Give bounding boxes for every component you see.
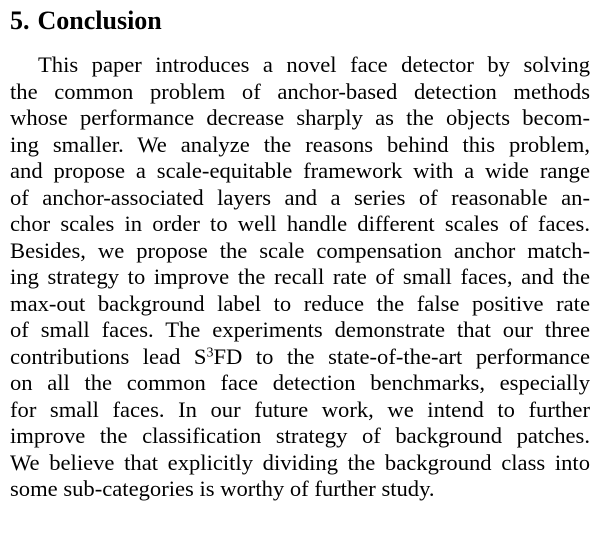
paragraph-line: improve the classification strategy of background patches. <box>10 423 590 448</box>
paragraph-line: max-out background label to reduce the false positive rate <box>10 290 590 316</box>
paragraph-line: ing smaller. We analyze the reasons behind this problem, <box>10 131 590 157</box>
section-heading <box>10 4 590 38</box>
paragraph-line: of small faces. The experiments demonstrate that our three <box>10 317 590 342</box>
line-text-after: FD to the state-of-the-art performance <box>213 343 591 369</box>
section-number: 5. <box>10 6 30 35</box>
paragraph-line: the common problem of anchor-based detection methods <box>10 78 590 104</box>
paragraph-line: of anchor-associated layers and a series of reasonable an- <box>10 184 590 210</box>
paragraph-line-s3fd <box>10 344 590 371</box>
paragraph-line: This paper introduces a novel face detector by solving <box>38 52 590 77</box>
paragraph-line: for small faces. In our future work, we intend to further <box>10 396 590 422</box>
conclusion-section <box>10 4 590 503</box>
paragraph-line: on all the common face detection benchmarks, especially <box>10 370 590 395</box>
paragraph-line: Besides, we propose the scale compensation anchor match- <box>10 237 590 263</box>
paragraph-line: and propose a scale-equitable framework with a wide range <box>10 158 590 183</box>
paragraph-line: whose performance decrease sharply as the objects becom- <box>10 105 590 130</box>
paragraph-line: ing strategy to improve the recall rate of small faces, and the <box>10 264 590 289</box>
paragraph-line: chor scales in order to well handle different scales of faces. <box>10 211 590 236</box>
line-text-before: contributions lead S <box>10 343 207 369</box>
section-title: Conclusion <box>37 6 162 35</box>
paragraph-line: some sub-categories is worthy of further study. <box>10 476 435 501</box>
superscript-3: 3 <box>206 344 214 360</box>
paragraph-conclusion <box>10 52 590 503</box>
paragraph-line: We believe that explicitly dividing the background class into <box>10 449 590 475</box>
